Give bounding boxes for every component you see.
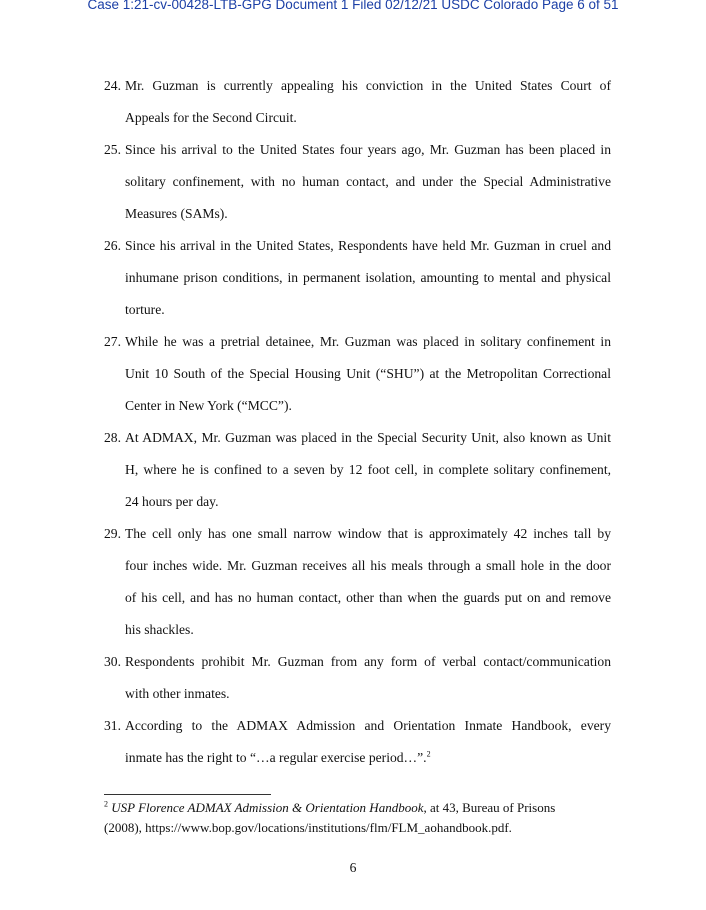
paragraph-line: Since his arrival to the United States four years ago, Mr. Guzman has been placed in — [125, 142, 611, 157]
paragraph-number: 25. — [104, 142, 121, 157]
paragraph-line: of his cell, and has no human contact, other than when the guards put on and remove — [125, 590, 611, 605]
paragraph-line: Measures (SAMs). — [125, 206, 228, 221]
footnote-line — [104, 800, 611, 816]
paragraph-line: Unit 10 South of the Special Housing Unit (“SHU”) at the Metropolitan Correctional — [125, 366, 611, 381]
paragraph-line: While he was a pretrial detainee, Mr. Guzman was placed in solitary confinement in — [125, 334, 611, 349]
paragraph-line: his shackles. — [125, 622, 194, 637]
paragraph-line: Since his arrival in the United States, Respondents have held Mr. Guzman in cruel and — [125, 238, 611, 253]
paragraph-number: 29. — [104, 526, 121, 541]
footnote-text: , at 43, Bureau of Prisons — [423, 800, 556, 815]
paragraph-line: with other inmates. — [125, 686, 230, 701]
paragraph-line: Respondents prohibit Mr. Guzman from any form of verbal contact/communication — [125, 654, 611, 669]
paragraph-number: 31. — [104, 718, 121, 733]
footnote-marker: 2 — [104, 799, 108, 809]
footnote-title: USP Florence ADMAX Admission & Orientation Handbook — [111, 800, 424, 815]
paragraph-line-text: inmate has the right to “…a regular exercise period…”. — [125, 750, 427, 765]
paragraph-line: four inches wide. Mr. Guzman receives all his meals through a small hole in the door — [125, 558, 611, 573]
paragraph-line: According to the ADMAX Admission and Orientation Inmate Handbook, every — [125, 718, 611, 733]
paragraph-line: torture. — [125, 302, 165, 317]
paragraph-number: 28. — [104, 430, 121, 445]
paragraph-line: inhumane prison conditions, in permanent isolation, amounting to mental and physical — [125, 270, 611, 285]
case-header: Case 1:21-cv-00428-LTB-GPG Document 1 Filed 02/12/21 USDC Colorado Page 6 of 51 — [87, 0, 619, 12]
paragraph-line: Center in New York (“MCC”). — [125, 398, 292, 413]
paragraph-line: Mr. Guzman is currently appealing his conviction in the United States Court of — [125, 78, 611, 93]
paragraph-number: 30. — [104, 654, 121, 669]
footnote-divider — [104, 794, 271, 795]
paragraph-number: 27. — [104, 334, 121, 349]
paragraph-line: The cell only has one small narrow window that is approximately 42 inches tall by — [125, 526, 611, 541]
paragraph-number: 24. — [104, 78, 121, 93]
paragraph-line: solitary confinement, with no human contact, and under the Special Administrative — [125, 174, 611, 189]
paragraph-line: Appeals for the Second Circuit. — [125, 110, 297, 125]
footnote-line: (2008), https://www.bop.gov/locations/institutions/flm/FLM_aohandbook.pdf. — [104, 820, 512, 835]
paragraph-line — [125, 750, 611, 766]
paragraph-line: 24 hours per day. — [125, 494, 219, 509]
paragraph-number: 26. — [104, 238, 121, 253]
paragraph-line: At ADMAX, Mr. Guzman was placed in the Special Security Unit, also known as Unit — [125, 430, 611, 445]
page-number: 6 — [349, 860, 357, 875]
footnote-reference[interactable]: 2 — [426, 749, 431, 759]
paragraph-line: H, where he is confined to a seven by 12 foot cell, in complete solitary confinement, — [125, 462, 611, 477]
